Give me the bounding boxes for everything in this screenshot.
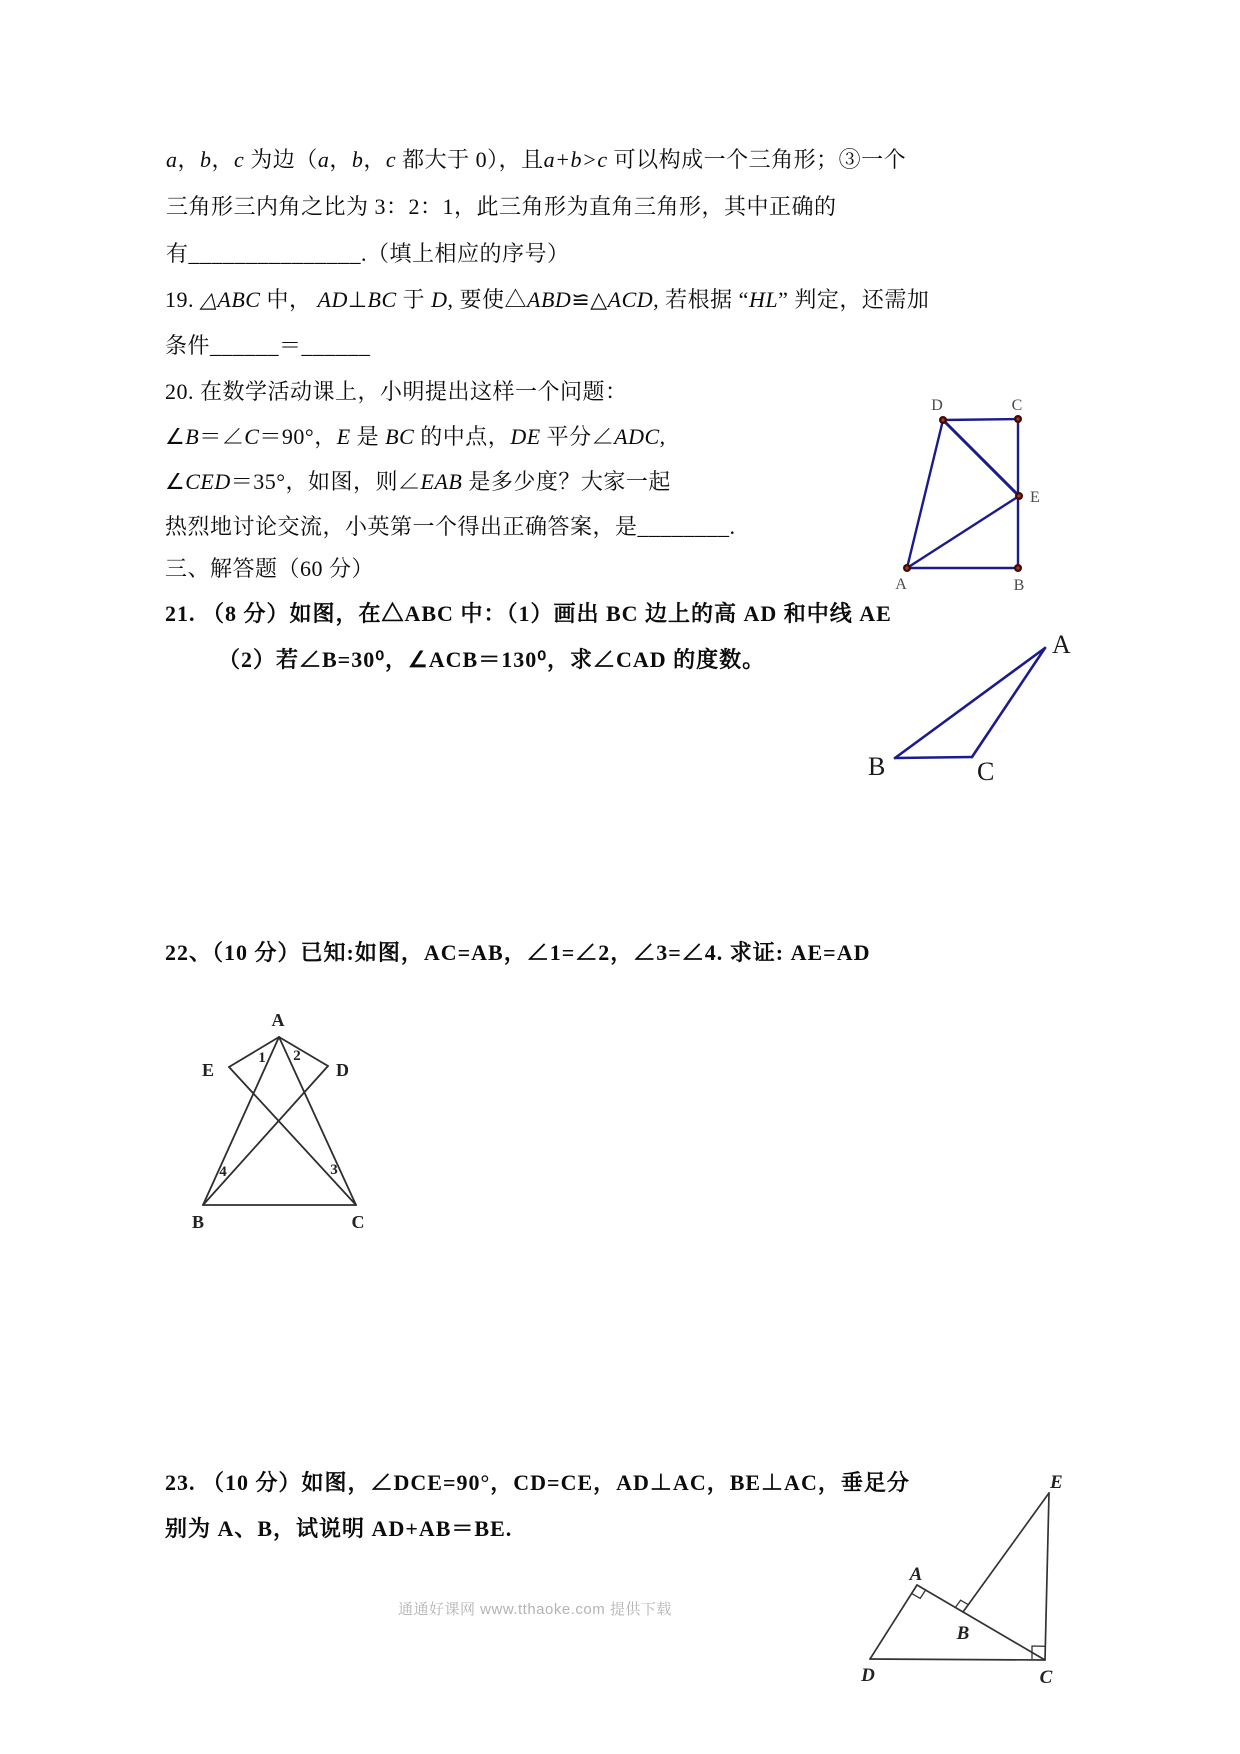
- angle-4: 4: [219, 1164, 227, 1180]
- edge-EA: [907, 496, 1019, 568]
- edge-BE: [963, 1493, 1049, 1612]
- edge-EC: [1045, 1493, 1049, 1660]
- edge-DB: [203, 1066, 328, 1205]
- footer-watermark: 通通好课网 www.tthaoke.com 提供下载: [398, 1601, 672, 1618]
- figure-q21: [860, 620, 1090, 785]
- label-A: A: [895, 576, 907, 593]
- text-line-q19: 19. △ABC 中， AD⊥BC 于 D, 要使△ABD≌△ACD, 若根据 “HL” 判定，还需加: [165, 287, 930, 312]
- figure-q20: [880, 350, 1065, 595]
- text-line-q20-answer: 热烈地讨论交流，小英第一个得出正确答案，是________.: [165, 514, 736, 539]
- label-C: C: [977, 757, 995, 785]
- text-line-q20-cond2: ∠CED＝35°，如图，则∠EAB 是多少度？大家一起: [165, 469, 671, 494]
- text-line-q20-cond1: ∠B＝∠C＝90°，E 是 BC 的中点，DE 平分∠ADC,: [165, 424, 666, 449]
- text-line-q21-part2: （2）若∠B=30⁰，∠ACB＝130⁰，求∠CAD 的度数。: [218, 647, 766, 672]
- edge-AB: [203, 1037, 279, 1205]
- label-B: B: [1013, 577, 1025, 594]
- label-D: D: [931, 397, 943, 414]
- label-A: A: [909, 1564, 923, 1585]
- angle-3: 3: [330, 1162, 338, 1178]
- figure-q22: [180, 1000, 395, 1240]
- section-title-three: 三、解答题（60 分）: [165, 556, 375, 581]
- edge-DC: [943, 419, 1018, 420]
- edge-AC: [972, 648, 1045, 757]
- angle-1: 1: [258, 1050, 266, 1066]
- label-E: E: [1050, 1472, 1063, 1493]
- label-C: C: [1011, 397, 1023, 414]
- angle-2: 2: [293, 1048, 301, 1064]
- label-D: D: [861, 1665, 875, 1686]
- edge-DC: [870, 1659, 1045, 1660]
- edge-AB: [895, 648, 1045, 758]
- edge-DA: [907, 420, 943, 568]
- edge-BC: [895, 757, 972, 758]
- edge-AC: [917, 1585, 1045, 1660]
- text-line-q22: 22、（10 分）已知:如图，AC=AB，∠1=∠2，∠3=∠4. 求证: AE=AD: [165, 940, 871, 965]
- edge-EC: [229, 1067, 356, 1205]
- text-line-q19-blank: 条件______＝______: [165, 333, 371, 358]
- label-B: B: [956, 1623, 970, 1644]
- text-line-q23a: 23. （10 分）如图，∠DCE=90°，CD=CE，AD⊥AC，BE⊥AC，垂足分: [165, 1470, 910, 1495]
- label-B: B: [868, 752, 886, 781]
- label-B: B: [191, 1212, 205, 1232]
- label-C: C: [351, 1212, 365, 1232]
- label-E: E: [1030, 489, 1040, 506]
- text-line-abc-condition: a，b，c 为边（a，b，c 都大于 0），且a+b>c 可以构成一个三角形；③一个: [166, 147, 907, 172]
- label-A: A: [271, 1010, 285, 1030]
- edge-DE: [943, 420, 1019, 496]
- text-line-q20-intro: 20. 在数学活动课上，小明提出这样一个问题：: [165, 379, 628, 404]
- text-line-q21: 21. （8 分）如图，在△ABC 中：（1）画出 BC 边上的高 AD 和中线 AE: [165, 601, 892, 626]
- text-line-q23b: 别为 A、B，试说明 AD+AB＝BE.: [165, 1516, 513, 1541]
- label-D: D: [336, 1060, 349, 1080]
- text-line-ratio: 三角形三内角之比为 3：2：1，此三角形为直角三角形，其中正确的: [166, 194, 837, 219]
- figure-q23: [850, 1440, 1085, 1700]
- label-E: E: [201, 1060, 214, 1080]
- label-A: A: [1052, 630, 1071, 659]
- label-C: C: [1039, 1667, 1053, 1688]
- edge-DA: [870, 1585, 917, 1659]
- text-line-fill-blank: 有_______________.（填上相应的序号）: [166, 241, 570, 266]
